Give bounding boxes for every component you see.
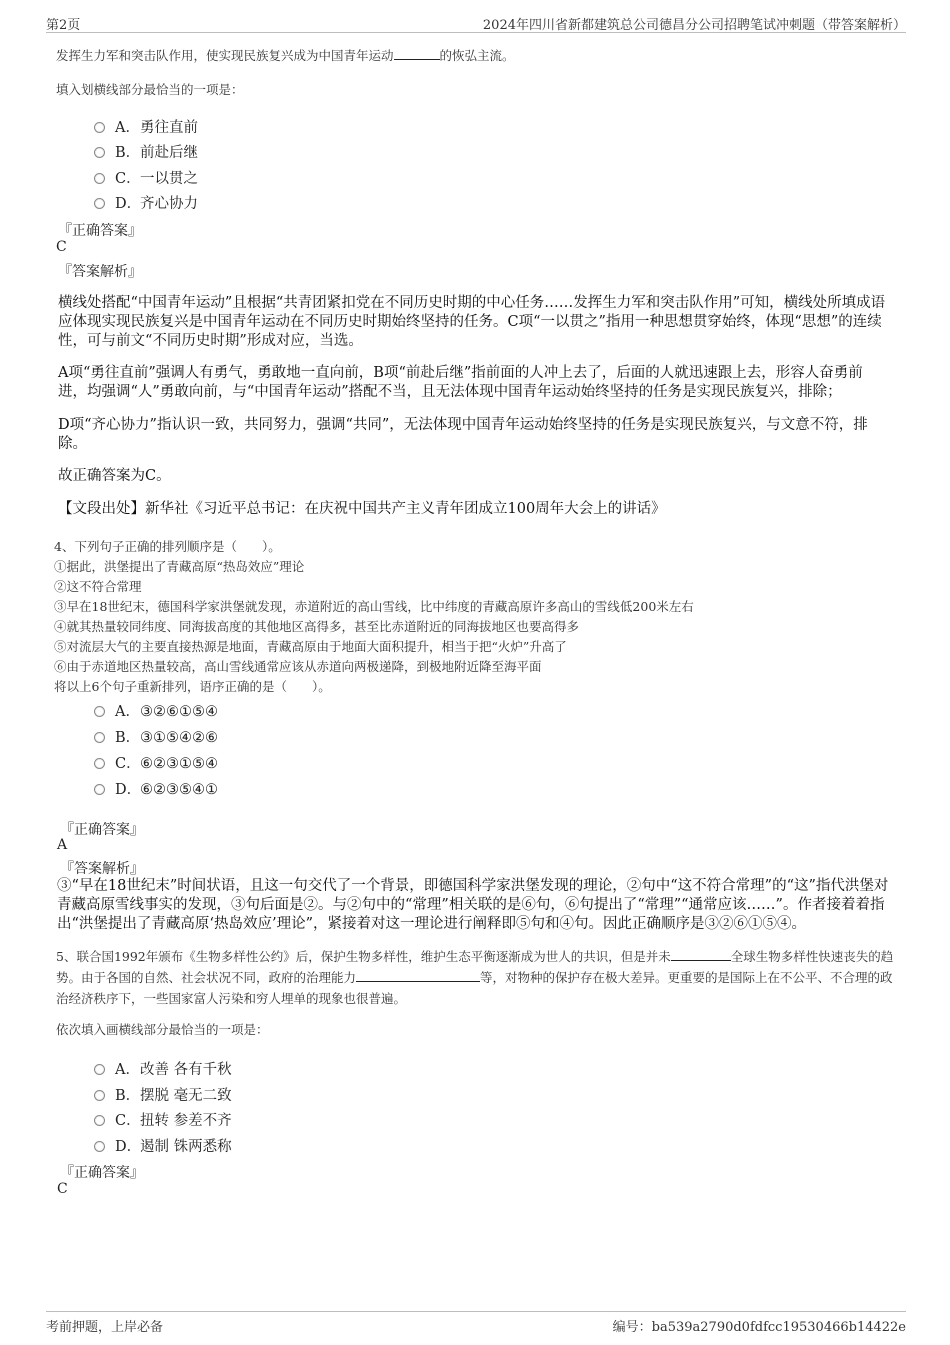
radio-icon[interactable] xyxy=(94,758,105,769)
q3-analysis-label: 『答案解析』 xyxy=(58,264,142,280)
q3-blank xyxy=(394,47,440,60)
radio-icon[interactable] xyxy=(94,1090,105,1101)
q4-prompt: 将以上6个句子重新排列，语序正确的是（ ）。 xyxy=(54,679,331,694)
radio-icon[interactable] xyxy=(94,147,105,158)
q4-answer: A xyxy=(57,837,68,853)
radio-icon[interactable] xyxy=(94,784,105,795)
q3-source: 【文段出处】新华社《习近平总书记：在庆祝中国共产主义青年团成立100周年大会上的讲话》 xyxy=(58,501,666,517)
q4-sentence-5: ⑤对流层大气的主要直接热源是地面，青藏高原由于地面大面积提升，相当于把“火炉”升高了 xyxy=(54,639,567,654)
q3-stem: 发挥生力军和突击队作用，使实现民族复兴成为中国青年运动 的恢弘主流。 xyxy=(56,48,515,63)
document-title: 2024年四川省新都建筑总公司德昌分公司招聘笔试冲刺题（带答案解析） xyxy=(482,18,906,33)
q5-option-b[interactable]: B．摆脱 毫无二致 xyxy=(94,1084,232,1105)
q4-sentence-3: ③早在18世纪末，德国科学家洪堡就发现，赤道附近的高山雪线，比中纬度的青藏高原许多高山的雪线低200米左右 xyxy=(54,599,694,614)
page-number: 第2页 xyxy=(46,18,81,33)
q5-blank-1 xyxy=(671,948,731,961)
q4-sentence-1: ①据此，洪堡提出了青藏高原“热岛效应”理论 xyxy=(54,559,305,574)
q4-option-d[interactable]: D．⑥②③⑤④① xyxy=(94,778,218,799)
q5-answer: C xyxy=(57,1181,68,1197)
q4-option-b[interactable]: B．③①⑤④②⑥ xyxy=(94,726,218,747)
q3-option-b[interactable]: B．前赴后继 xyxy=(94,141,198,162)
radio-icon[interactable] xyxy=(94,1141,105,1152)
q4-sentence-6: ⑥由于赤道地区热量较高，高山雪线通常应该从赤道向两极递降，到极地附近降至海平面 xyxy=(54,659,542,674)
radio-icon[interactable] xyxy=(94,1064,105,1075)
q5-stem: 5、联合国1992年颁布《生物多样性公约》后，保护生物多样性，维护生态平衡逐渐成为世人的共识，但是并未 全球生物多样性快速丧失的趋势。由于各国的自然、社会状况不同，政府的治理能力 等，对物种的保护存在极大差异。更重要的是国际上在不公平、不合理的政治经济秩序下，一些国家富人污染和穷人埋单的现象也很普遍。 xyxy=(56,949,894,1006)
q5-blank-2 xyxy=(356,969,480,982)
page-header xyxy=(46,14,906,33)
q3-option-a[interactable]: A．勇往直前 xyxy=(94,116,198,137)
page-footer xyxy=(46,1311,906,1334)
q5-answer-label: 『正确答案』 xyxy=(60,1165,144,1181)
radio-icon[interactable] xyxy=(94,706,105,717)
q4-analysis: ③“早在18世纪末”时间状语，且这一句交代了一个背景，即德国科学家洪堡发现的理论，②句中“这不符合常理”的“这”指代洪堡对青藏高原雪线事实的发现，③句后面是②。与②句中的“常理”相关联的是⑥句，⑥句提出了“常理”“通常应该……”。作者接着着指出“洪堡提出了青藏高原‘热岛效应’理论”，紧接着对这一理论进行阐释即⑤句和④句。因此正确顺序是③②⑥①⑤④。 xyxy=(57,878,889,932)
q3-answer-label: 『正确答案』 xyxy=(58,223,142,239)
radio-icon[interactable] xyxy=(94,198,105,209)
q3-analysis-para-4: 故正确答案为C。 xyxy=(58,468,171,484)
radio-icon[interactable] xyxy=(94,173,105,184)
q4-option-c[interactable]: C．⑥②③①⑤④ xyxy=(94,752,218,773)
q4-analysis-label: 『答案解析』 xyxy=(60,861,144,877)
q5-option-d[interactable]: D．遏制 铢两悉称 xyxy=(94,1135,232,1156)
q5-option-a[interactable]: A．改善 各有千秋 xyxy=(94,1058,232,1079)
footer-slogan: 考前押题，上岸必备 xyxy=(46,1320,164,1335)
q4-sentence-2: ②这不符合常理 xyxy=(54,579,142,594)
q4-answer-label: 『正确答案』 xyxy=(60,822,144,838)
q3-analysis-para-1: 横线处搭配“中国青年运动”且根据“共青团紧扣党在不同历史时期的中心任务……发挥生力军和突击队作用”可知，横线处所填成语应体现实现民族复兴是中国青年运动在不同历史时期始终坚持的任务。C项“一以贯之”指用一种思想贯穿始终，体现“思想”的连续性，可与前文“不同历史时期”形成对应，当选。 xyxy=(58,295,886,349)
q5-prompt: 依次填入画横线部分最恰当的一项是： xyxy=(56,1022,269,1037)
q3-prompt: 填入划横线部分最恰当的一项是： xyxy=(56,82,244,97)
q3-option-d[interactable]: D．齐心协力 xyxy=(94,192,198,213)
q4-sentence-4: ④就其热量较同纬度、同海拔高度的其他地区高得多，甚至比赤道附近的同海拔地区也要高得多 xyxy=(54,619,580,634)
document-id: 编号：ba539a2790d0fdfcc19530466b14422e xyxy=(612,1320,906,1335)
q3-answer: C xyxy=(56,239,67,255)
q5-option-c[interactable]: C．扭转 参差不齐 xyxy=(94,1109,232,1130)
radio-icon[interactable] xyxy=(94,122,105,133)
q3-analysis-para-3: D项“齐心协力”指认识一致，共同努力，强调“共同”，无法体现中国青年运动始终坚持的任务是实现民族复兴，与文意不符，排除。 xyxy=(58,417,868,452)
q4-option-a[interactable]: A．③②⑥①⑤④ xyxy=(94,700,218,721)
q4-stem: 4、下列句子正确的排列顺序是（ ）。 xyxy=(54,539,281,554)
q3-analysis-para-2: A项“勇往直前”强调人有勇气，勇敢地一直向前，B项“前赴后继”指前面的人冲上去了，后面的人就迅速跟上去，形容人奋勇前进，均强调“人”勇敢向前，与“中国青年运动”搭配不当，且无法体现中国青年运动始终坚持的任务是实现民族复兴，排除； xyxy=(58,365,863,400)
radio-icon[interactable] xyxy=(94,732,105,743)
radio-icon[interactable] xyxy=(94,1115,105,1126)
q3-option-c[interactable]: C．一以贯之 xyxy=(94,167,198,188)
